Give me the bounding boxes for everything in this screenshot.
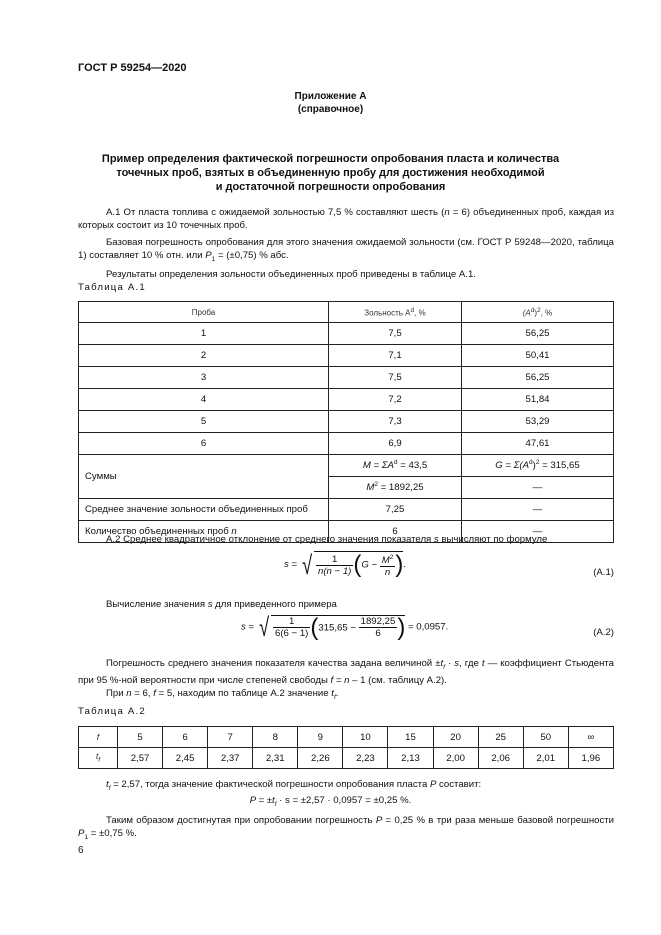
t-value: 2,31 [253, 748, 298, 769]
lookup-text: При n = 6, f = 5, находим по таблице А.2 значение $t_f$. [106, 687, 339, 701]
f-value: 5 [118, 727, 163, 748]
appendix-subtitle: (справочное) [297, 104, 364, 115]
header-sample: Проба [79, 302, 329, 323]
m-squared: $M^2 = 1892,25$ [329, 477, 462, 499]
row-sq: 56,25 [462, 323, 614, 345]
f-value: 25 [478, 727, 523, 748]
f-value: ∞ [568, 727, 613, 748]
t-row [79, 748, 614, 769]
dash-cell: — [462, 499, 614, 521]
a1-text: А.1 От пласта топлива с ожидаемой зольностью 7,5 % составляют шесть (n = 6) объединенных проб, каждая из которых состоит из 10 точечных проб. [78, 207, 615, 231]
calc-text: Вычисление значения s для приведенного примера [106, 599, 337, 610]
conclusion-text: $t_f = 2,57$, тогда значение фактической погрешности опробования пласта P составит: [106, 779, 482, 792]
table-row [79, 367, 614, 389]
table-row [79, 389, 614, 411]
sums-label: Суммы [79, 455, 329, 499]
row-sample: 2 [79, 345, 329, 367]
sqrt-icon: √ [258, 612, 269, 642]
row-sample: 4 [79, 389, 329, 411]
t-value: 2,37 [208, 748, 253, 769]
table-row [79, 323, 614, 345]
f-value: 10 [343, 727, 388, 748]
section-title-line2: точечных проб, взятых в объединенную пробу для достижения необходимой [116, 167, 545, 179]
f-row [79, 727, 614, 748]
count-value: 6 [329, 521, 462, 543]
formula-a1: s = √ $\frac{1}{n(n - 1)}$ (G − $\frac{M^2}{n}$ ). [284, 549, 407, 580]
error-text: Погрешность среднего значения показателя качества задана величиной $\pm t_f \cdot s$, где t — коэффициент Стьюдента при 95 %-ной вероятности при числе степеней свободы f = n – 1 (см. таблицу А.2). [78, 658, 615, 686]
t-value: 2,45 [163, 748, 208, 769]
f-value: 20 [433, 727, 478, 748]
final-text: Таким образом достигнутая при опробовании погрешность P = 0,25 % в три раза меньше базовой погрешности $P_1 = \pm 0,75$ %. [78, 815, 614, 841]
error-paragraph [78, 657, 614, 704]
row-ash: 6,9 [329, 433, 462, 455]
standard-header: ГОСТ Р 59254—2020 [78, 62, 187, 74]
t-value: 2,23 [343, 748, 388, 769]
t-value: 2,00 [433, 748, 478, 769]
f-value: 50 [523, 727, 568, 748]
row-sq: 53,29 [462, 411, 614, 433]
section-title-line3: и достаточной погрешности опробования [215, 181, 446, 193]
t-value: 1,96 [568, 748, 613, 769]
t-label: $t_f$ [79, 748, 118, 769]
mean-label: Среднее значение зольности объединенных проб [79, 499, 329, 521]
t-value: 2,01 [523, 748, 568, 769]
row-ash: 7,2 [329, 389, 462, 411]
sqrt-icon: √ [301, 549, 312, 580]
f-label: f [79, 727, 118, 748]
section-title-line1: Пример определения фактической погрешности опробования пласта и количества [101, 153, 560, 165]
row-sample: 5 [79, 411, 329, 433]
sums-row [79, 455, 614, 477]
table-row [79, 433, 614, 455]
table1-caption: Таблица А.1 [78, 282, 146, 293]
section-title [0, 152, 661, 194]
row-sample: 6 [79, 433, 329, 455]
mean-row [79, 499, 614, 521]
dash-cell: — [462, 521, 614, 543]
f-value: 9 [298, 727, 343, 748]
paragraph-a1 [78, 206, 614, 281]
a2-text: А.2 Среднее квадратичное отклонение от среднего значения показателя s вычисляют по формуле [106, 534, 548, 545]
sum-g: $G = \Sigma(A^d)^2 = 315,65$ [462, 455, 614, 477]
row-sq: 56,25 [462, 367, 614, 389]
row-sq: 50,41 [462, 345, 614, 367]
t-value: 2,57 [118, 748, 163, 769]
row-ash: 7,5 [329, 323, 462, 345]
row-ash: 7,3 [329, 411, 462, 433]
table2-caption: Таблица А.2 [78, 706, 146, 717]
base-error-text: Базовая погрешность опробования для этого значения ожидаемой зольности (см. ГОСТ Р 59248—2020, таблица 1) составляет 10 % отн. или $P_1 = (\pm 0,75)$ % абс. [78, 237, 614, 263]
row-sample: 1 [79, 323, 329, 345]
page-number: 6 [78, 845, 84, 856]
t-value: 2,06 [478, 748, 523, 769]
f-value: 15 [388, 727, 433, 748]
formula-a2: s = √ $\frac{1}{6(6 - 1)}$ (315,65 − $\frac{1892,25}{6}$ ) = 0,0957. [241, 612, 449, 642]
mean-value: 7,25 [329, 499, 462, 521]
table1-header-row [79, 302, 614, 323]
t-value: 2,26 [298, 748, 343, 769]
results-text: Результаты определения зольности объединенных проб приведены в таблице А.1. [106, 268, 476, 280]
dash-cell: — [462, 477, 614, 499]
table-a1 [78, 301, 614, 543]
equation-number-a2: (А.2) [593, 627, 614, 638]
f-value: 6 [163, 727, 208, 748]
t-value: 2,13 [388, 748, 433, 769]
row-sq: 47,61 [462, 433, 614, 455]
final-equation: $P = \pm t_f \cdot s = \pm 2,57 \cdot 0,0957 = \pm 0,25$ %. [249, 795, 412, 808]
f-value: 8 [253, 727, 298, 748]
table-a2 [78, 726, 614, 769]
table-row [79, 411, 614, 433]
table-row [79, 345, 614, 367]
row-ash: 7,1 [329, 345, 462, 367]
row-sq: 51,84 [462, 389, 614, 411]
header-ash-squared: $(A^d)^2$, % [462, 302, 614, 323]
appendix-title: Приложение А [294, 91, 367, 102]
f-value: 7 [208, 727, 253, 748]
equation-number-a1: (А.1) [593, 567, 614, 578]
row-ash: 7,5 [329, 367, 462, 389]
count-label: Количество объединенных проб n [79, 521, 329, 543]
row-sample: 3 [79, 367, 329, 389]
header-ash: Зольность $A^d$, % [329, 302, 462, 323]
sum-m: $M = \Sigma A^d = 43,5$ [329, 455, 462, 477]
